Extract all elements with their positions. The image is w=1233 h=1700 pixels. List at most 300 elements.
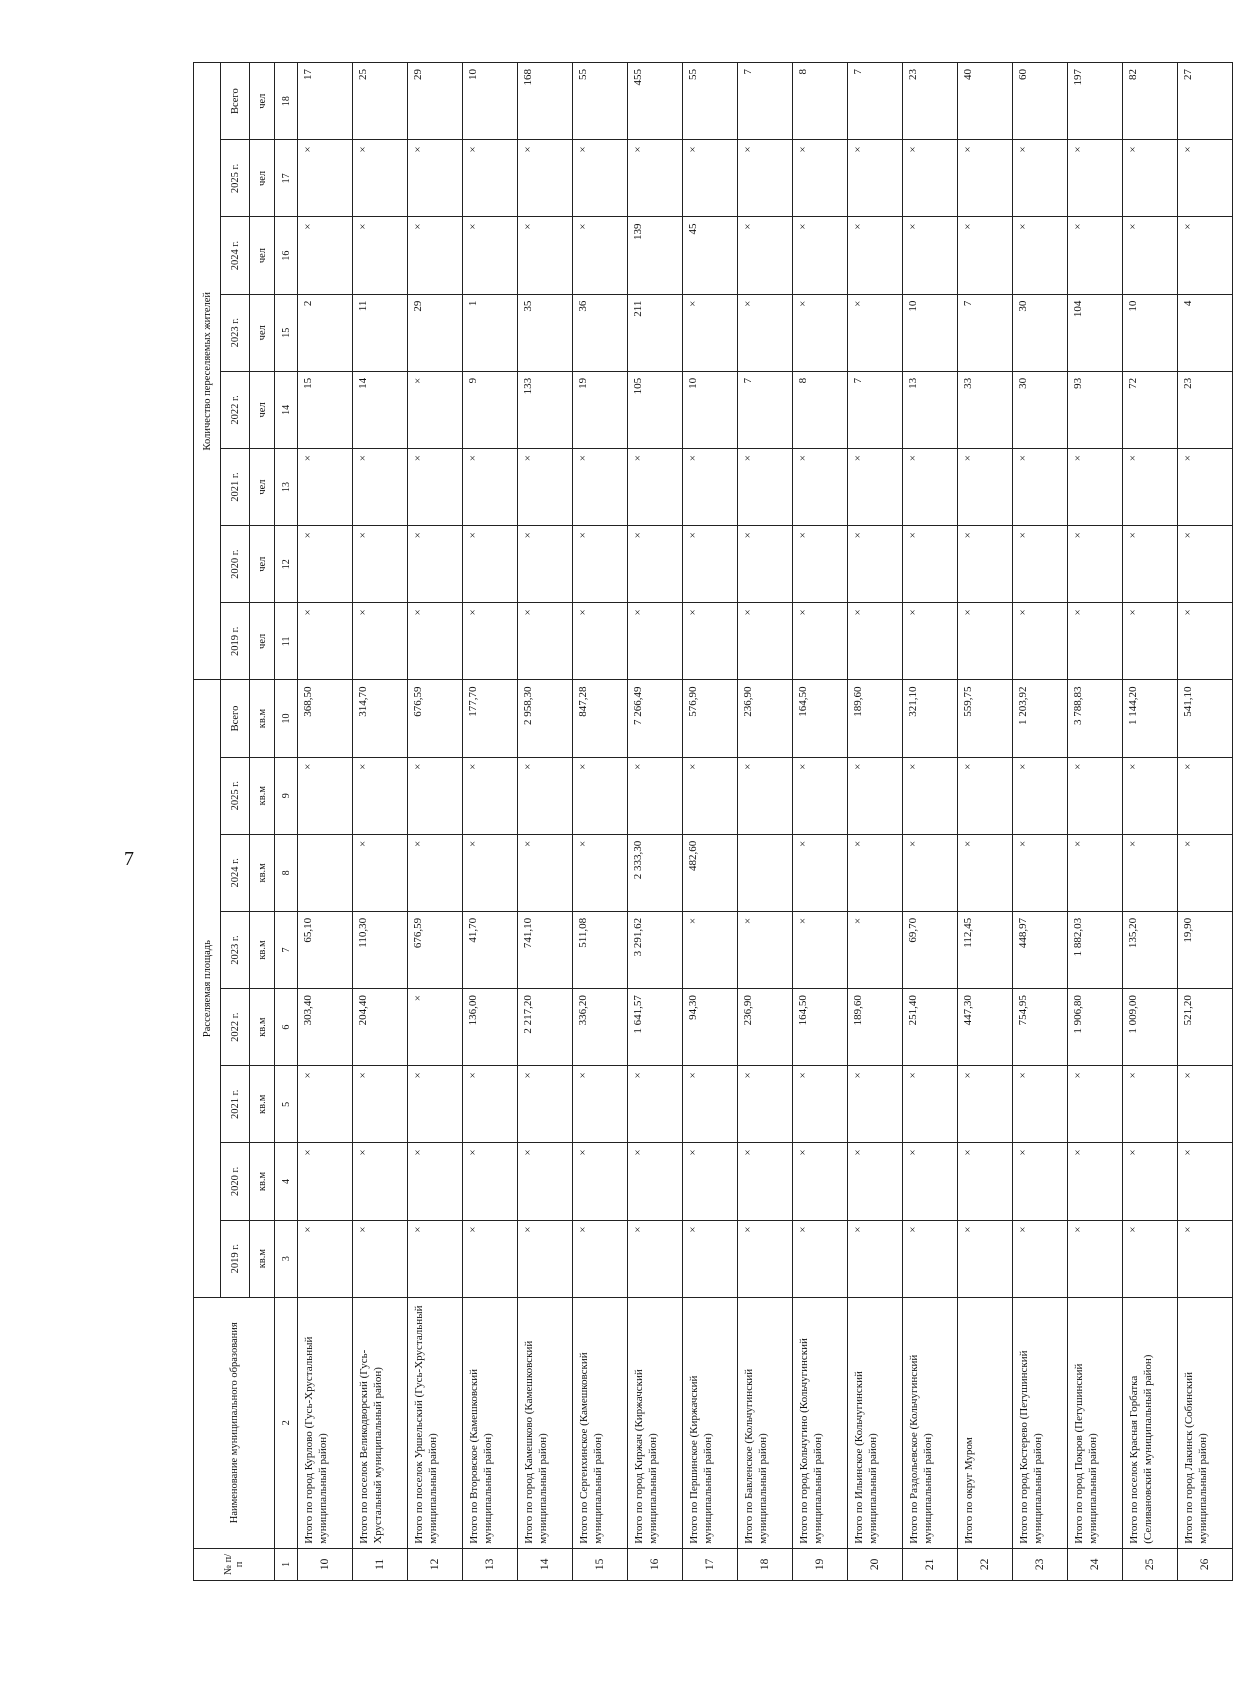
residents-cell: 211: [628, 294, 683, 371]
header-year-area: 2019 г.: [221, 1220, 250, 1297]
residents-cell: ×: [298, 217, 353, 294]
area-cell: ×: [1013, 1143, 1068, 1220]
area-cell: ×: [848, 911, 903, 988]
area-cell: 3 291,62: [628, 911, 683, 988]
municipality-name: Итого по Першинское (Киржачский муниципальный район): [683, 1297, 738, 1548]
residents-cell: 29: [408, 63, 463, 140]
residents-cell: 29: [408, 294, 463, 371]
residents-cell: 40: [958, 63, 1013, 140]
table-row: [573, 63, 628, 1581]
area-cell: ×: [463, 1220, 518, 1297]
area-cell: ×: [463, 757, 518, 834]
residents-cell: ×: [298, 603, 353, 680]
residents-cell: 82: [1123, 63, 1178, 140]
residents-cell: ×: [353, 217, 408, 294]
area-cell: ×: [628, 1143, 683, 1220]
header-year-people: 2024 г.: [221, 217, 250, 294]
area-cell: ×: [1068, 1066, 1123, 1143]
area-cell: 321,10: [903, 680, 958, 757]
residents-cell: ×: [903, 448, 958, 525]
table-row: [463, 63, 518, 1581]
header-unit-area: кв.м: [250, 1143, 275, 1220]
residents-cell: ×: [1123, 603, 1178, 680]
header-unit-area: кв.м: [250, 1220, 275, 1297]
header-unit-area: кв.м: [250, 989, 275, 1066]
residents-cell: 2: [298, 294, 353, 371]
residents-cell: 30: [1013, 294, 1068, 371]
residents-cell: 105: [628, 371, 683, 448]
area-cell: 741,10: [518, 911, 573, 988]
header-year-area: 2024 г.: [221, 834, 250, 911]
residents-cell: ×: [1013, 448, 1068, 525]
area-cell: ×: [793, 1143, 848, 1220]
column-number: 10: [275, 680, 298, 757]
area-cell: ×: [573, 1220, 628, 1297]
residents-cell: ×: [1013, 140, 1068, 217]
area-cell: ×: [518, 834, 573, 911]
area-cell: 236,90: [738, 680, 793, 757]
residents-cell: 7: [738, 63, 793, 140]
header-unit-people: чел: [250, 371, 275, 448]
column-number: 13: [275, 448, 298, 525]
municipality-name: Итого по Сергеихинское (Камешковский муниципальный район): [573, 1297, 628, 1548]
row-number: 12: [408, 1548, 463, 1580]
area-cell: ×: [298, 1143, 353, 1220]
area-cell: ×: [903, 1220, 958, 1297]
residents-cell: ×: [958, 603, 1013, 680]
area-cell: ×: [738, 911, 793, 988]
header-year-area: 2023 г.: [221, 911, 250, 988]
area-cell: 541,10: [1178, 680, 1233, 757]
area-cell: ×: [353, 1066, 408, 1143]
residents-cell: 104: [1068, 294, 1123, 371]
residents-cell: ×: [958, 448, 1013, 525]
area-cell: 1 641,57: [628, 989, 683, 1066]
residents-cell: ×: [628, 140, 683, 217]
header-year-people: 2020 г.: [221, 526, 250, 603]
area-cell: ×: [1013, 757, 1068, 834]
area-cell: 303,40: [298, 989, 353, 1066]
residents-cell: 8: [793, 63, 848, 140]
residents-cell: ×: [738, 217, 793, 294]
residents-cell: ×: [683, 140, 738, 217]
area-cell: ×: [738, 1220, 793, 1297]
residents-cell: ×: [958, 217, 1013, 294]
area-cell: ×: [353, 1143, 408, 1220]
area-cell: ×: [1068, 757, 1123, 834]
residents-cell: ×: [1068, 217, 1123, 294]
column-number: 6: [275, 989, 298, 1066]
area-cell: ×: [793, 757, 848, 834]
header-unit-area: кв.м: [250, 834, 275, 911]
area-cell: ×: [958, 757, 1013, 834]
area-cell: ×: [628, 1220, 683, 1297]
residents-cell: ×: [793, 448, 848, 525]
municipality-name: Итого по город Покров (Петушинский муниципальный район): [1068, 1297, 1123, 1548]
column-number: 8: [275, 834, 298, 911]
area-cell: ×: [903, 834, 958, 911]
area-cell: ×: [518, 1143, 573, 1220]
municipality-name: Итого по город Лакинск (Собинский муниципальный район): [1178, 1297, 1233, 1548]
header-residents-group: Количество переселяемых жителей: [194, 63, 221, 680]
area-cell: 336,20: [573, 989, 628, 1066]
area-cell: ×: [958, 1143, 1013, 1220]
area-cell: 164,50: [793, 680, 848, 757]
residents-cell: 139: [628, 217, 683, 294]
residents-cell: 10: [1123, 294, 1178, 371]
residents-cell: ×: [848, 140, 903, 217]
area-cell: ×: [903, 1066, 958, 1143]
area-cell: 110,30: [353, 911, 408, 988]
residents-cell: 13: [903, 371, 958, 448]
residents-cell: ×: [683, 526, 738, 603]
area-cell: ×: [1123, 1220, 1178, 1297]
row-number: 21: [903, 1548, 958, 1580]
residents-cell: 19: [573, 371, 628, 448]
residents-cell: 33: [958, 371, 1013, 448]
area-cell: ×: [463, 834, 518, 911]
residents-cell: 23: [1178, 371, 1233, 448]
area-cell: ×: [683, 1220, 738, 1297]
table-body: [298, 63, 1233, 1581]
municipality-name: Итого по Второвское (Камешковский муниципальный район): [463, 1297, 518, 1548]
area-cell: ×: [1178, 834, 1233, 911]
residents-cell: ×: [848, 526, 903, 603]
residents-cell: 55: [683, 63, 738, 140]
residents-cell: ×: [518, 448, 573, 525]
area-cell: ×: [353, 757, 408, 834]
area-cell: ×: [848, 1220, 903, 1297]
area-cell: 448,97: [1013, 911, 1068, 988]
municipality-name: Итого по округ Муром: [958, 1297, 1013, 1548]
residents-cell: ×: [518, 140, 573, 217]
residents-cell: ×: [518, 217, 573, 294]
header-year-area: 2020 г.: [221, 1143, 250, 1220]
area-cell: ×: [958, 1220, 1013, 1297]
municipality-name: Итого по Раздольевское (Кольчугинский муниципальный район): [903, 1297, 958, 1548]
residents-cell: ×: [848, 217, 903, 294]
residents-cell: 4: [1178, 294, 1233, 371]
header-unit-people: чел: [250, 140, 275, 217]
residents-cell: ×: [298, 140, 353, 217]
area-cell: 94,30: [683, 989, 738, 1066]
table-row: [793, 63, 848, 1581]
area-cell: ×: [298, 1220, 353, 1297]
residents-cell: ×: [573, 140, 628, 217]
municipality-name: Итого по поселок Уршельский (Гусь-Хрустальный муниципальный район): [408, 1297, 463, 1548]
residents-cell: ×: [628, 603, 683, 680]
area-cell: 368,50: [298, 680, 353, 757]
header-unit-area: кв.м: [250, 911, 275, 988]
header-year-people: 2023 г.: [221, 294, 250, 371]
area-cell: ×: [848, 1066, 903, 1143]
header-no: № п/п: [194, 1548, 275, 1580]
area-cell: ×: [683, 1066, 738, 1143]
row-number: 11: [353, 1548, 408, 1580]
area-cell: ×: [683, 911, 738, 988]
residents-cell: ×: [1178, 603, 1233, 680]
residents-cell: ×: [738, 140, 793, 217]
residents-cell: ×: [793, 603, 848, 680]
area-cell: ×: [683, 1143, 738, 1220]
area-cell: ×: [958, 834, 1013, 911]
area-cell: ×: [463, 1066, 518, 1143]
area-cell: 2 217,20: [518, 989, 573, 1066]
area-cell: ×: [1123, 1143, 1178, 1220]
table-row: [1178, 63, 1233, 1581]
residents-cell: 11: [353, 294, 408, 371]
residents-cell: 93: [1068, 371, 1123, 448]
municipality-name: Итого по город Камешково (Камешковский муниципальный район): [518, 1297, 573, 1548]
residents-cell: ×: [1123, 140, 1178, 217]
residents-cell: 10: [463, 63, 518, 140]
area-cell: ×: [1013, 1220, 1068, 1297]
municipality-name: Итого по поселок Великодворский (Гусь-Хрустальный муниципальный район): [353, 1297, 408, 1548]
area-cell: 1 882,03: [1068, 911, 1123, 988]
residents-cell: ×: [958, 140, 1013, 217]
residents-cell: 25: [353, 63, 408, 140]
residents-cell: ×: [1178, 448, 1233, 525]
municipality-name: Итого по город Кольчугино (Кольчугинский муниципальный район): [793, 1297, 848, 1548]
area-cell: ×: [1178, 757, 1233, 834]
residents-cell: ×: [1068, 448, 1123, 525]
residents-cell: ×: [848, 448, 903, 525]
area-cell: 204,40: [353, 989, 408, 1066]
table-row: [298, 63, 353, 1581]
table-row: [1013, 63, 1068, 1581]
area-cell: ×: [463, 1143, 518, 1220]
residents-cell: ×: [1178, 217, 1233, 294]
area-cell: 3 788,83: [1068, 680, 1123, 757]
area-cell: ×: [518, 1066, 573, 1143]
residents-cell: 23: [903, 63, 958, 140]
area-cell: ×: [518, 1220, 573, 1297]
table-row: [1123, 63, 1178, 1581]
area-cell: ×: [518, 757, 573, 834]
area-cell: ×: [408, 834, 463, 911]
area-cell: 847,28: [573, 680, 628, 757]
residents-cell: ×: [408, 448, 463, 525]
residents-cell: ×: [298, 526, 353, 603]
row-number: 10: [298, 1548, 353, 1580]
column-number: 12: [275, 526, 298, 603]
residents-cell: ×: [1123, 217, 1178, 294]
residents-cell: ×: [1123, 448, 1178, 525]
area-cell: 521,20: [1178, 989, 1233, 1066]
column-number: 9: [275, 757, 298, 834]
header-unit-people: чел: [250, 448, 275, 525]
residents-cell: ×: [1013, 526, 1068, 603]
row-number: 23: [1013, 1548, 1068, 1580]
table-row: [408, 63, 463, 1581]
area-cell: ×: [958, 1066, 1013, 1143]
residents-cell: 7: [738, 371, 793, 448]
area-cell: ×: [793, 834, 848, 911]
row-number: 24: [1068, 1548, 1123, 1580]
residents-cell: ×: [518, 603, 573, 680]
table-row: [683, 63, 738, 1581]
area-cell: ×: [1178, 1220, 1233, 1297]
area-cell: ×: [1068, 834, 1123, 911]
area-cell: ×: [573, 834, 628, 911]
residents-cell: 7: [848, 63, 903, 140]
area-cell: 2 333,30: [628, 834, 683, 911]
residents-cell: ×: [628, 448, 683, 525]
residents-cell: ×: [793, 217, 848, 294]
residents-cell: ×: [903, 603, 958, 680]
column-number: 15: [275, 294, 298, 371]
row-number: 13: [463, 1548, 518, 1580]
area-cell: 41,70: [463, 911, 518, 988]
area-cell: 1 906,80: [1068, 989, 1123, 1066]
residents-cell: ×: [573, 448, 628, 525]
area-cell: ×: [1178, 1066, 1233, 1143]
area-cell: 177,70: [463, 680, 518, 757]
area-cell: 559,75: [958, 680, 1013, 757]
residents-cell: ×: [518, 526, 573, 603]
area-cell: 314,70: [353, 680, 408, 757]
column-number: 7: [275, 911, 298, 988]
area-cell: ×: [1013, 834, 1068, 911]
area-cell: ×: [793, 1066, 848, 1143]
column-numbers-row: [275, 63, 298, 1581]
area-cell: 1 203,92: [1013, 680, 1068, 757]
residents-cell: ×: [463, 526, 518, 603]
residents-cell: ×: [1178, 526, 1233, 603]
residents-cell: ×: [463, 140, 518, 217]
residents-cell: ×: [1013, 217, 1068, 294]
area-cell: 251,40: [903, 989, 958, 1066]
area-cell: ×: [683, 757, 738, 834]
table-row: [518, 63, 573, 1581]
residents-cell: 36: [573, 294, 628, 371]
header-year-area: 2025 г.: [221, 757, 250, 834]
area-cell: ×: [353, 834, 408, 911]
residents-cell: ×: [903, 526, 958, 603]
municipality-name: Итого по город Костерево (Петушинский муниципальный район): [1013, 1297, 1068, 1548]
header-year-people: 2025 г.: [221, 140, 250, 217]
table-row: [353, 63, 408, 1581]
residents-cell: ×: [738, 526, 793, 603]
area-cell: ×: [738, 1143, 793, 1220]
residents-cell: ×: [793, 526, 848, 603]
residents-cell: ×: [683, 448, 738, 525]
area-cell: ×: [408, 989, 463, 1066]
residents-cell: 35: [518, 294, 573, 371]
residents-cell: ×: [573, 603, 628, 680]
area-cell: ×: [353, 1220, 408, 1297]
residents-cell: 133: [518, 371, 573, 448]
area-cell: 112,45: [958, 911, 1013, 988]
header-name: Наименование муниципального образования: [194, 1297, 275, 1548]
residents-cell: 197: [1068, 63, 1123, 140]
area-cell: 65,10: [298, 911, 353, 988]
row-number: 15: [573, 1548, 628, 1580]
area-cell: ×: [848, 834, 903, 911]
residents-cell: ×: [573, 526, 628, 603]
header-year-area: 2022 г.: [221, 989, 250, 1066]
page-number: 7: [124, 848, 134, 870]
area-cell: 236,90: [738, 989, 793, 1066]
row-number: 16: [628, 1548, 683, 1580]
row-number: 17: [683, 1548, 738, 1580]
area-cell: 189,60: [848, 680, 903, 757]
rotated-table-container: [193, 62, 1211, 1581]
row-number: 25: [1123, 1548, 1178, 1580]
header-unit-area: кв.м: [250, 1066, 275, 1143]
residents-cell: ×: [683, 294, 738, 371]
area-cell: 576,90: [683, 680, 738, 757]
residents-cell: 7: [958, 294, 1013, 371]
residents-cell: 17: [298, 63, 353, 140]
header-unit-area: кв.м: [250, 757, 275, 834]
residents-cell: 27: [1178, 63, 1233, 140]
residents-cell: 55: [573, 63, 628, 140]
residents-cell: ×: [958, 526, 1013, 603]
header-unit-area: кв.м: [250, 680, 275, 757]
residents-cell: 455: [628, 63, 683, 140]
area-cell: 135,20: [1123, 911, 1178, 988]
area-cell: ×: [408, 1066, 463, 1143]
residents-cell: ×: [1068, 526, 1123, 603]
municipality-name: Итого по Бавленское (Кольчугинский муниципальный район): [738, 1297, 793, 1548]
residents-cell: ×: [353, 603, 408, 680]
area-cell: ×: [1013, 1066, 1068, 1143]
residents-cell: 9: [463, 371, 518, 448]
header-area-group: Расселяемая площадь: [194, 680, 221, 1297]
area-cell: ×: [408, 757, 463, 834]
residents-cell: ×: [738, 603, 793, 680]
table-row: [738, 63, 793, 1581]
header-year-area: 2021 г.: [221, 1066, 250, 1143]
area-cell: 1 009,00: [1123, 989, 1178, 1066]
row-number: 14: [518, 1548, 573, 1580]
area-cell: [298, 834, 353, 911]
residents-cell: ×: [628, 526, 683, 603]
area-cell: 189,60: [848, 989, 903, 1066]
table-row: [628, 63, 683, 1581]
residents-cell: ×: [573, 217, 628, 294]
area-cell: 482,60: [683, 834, 738, 911]
residents-cell: 8: [793, 371, 848, 448]
area-cell: 447,30: [958, 989, 1013, 1066]
residents-cell: ×: [1068, 603, 1123, 680]
header-year-people: 2021 г.: [221, 448, 250, 525]
residents-cell: ×: [408, 140, 463, 217]
area-cell: 676,59: [408, 911, 463, 988]
row-number: 18: [738, 1548, 793, 1580]
area-cell: ×: [1178, 1143, 1233, 1220]
residents-cell: 15: [298, 371, 353, 448]
row-number: 19: [793, 1548, 848, 1580]
residents-cell: ×: [1123, 526, 1178, 603]
area-cell: 136,00: [463, 989, 518, 1066]
column-number: 17: [275, 140, 298, 217]
area-cell: ×: [1123, 834, 1178, 911]
residents-cell: ×: [793, 294, 848, 371]
area-cell: 7 266,49: [628, 680, 683, 757]
municipality-name: Итого по поселок Красная Горбатка (Селивановский муниципальный район): [1123, 1297, 1178, 1548]
area-cell: ×: [573, 757, 628, 834]
row-number: 22: [958, 1548, 1013, 1580]
residents-cell: 168: [518, 63, 573, 140]
residents-cell: ×: [463, 217, 518, 294]
column-number: 2: [275, 1297, 298, 1548]
residents-cell: 30: [1013, 371, 1068, 448]
residents-cell: ×: [848, 603, 903, 680]
residents-cell: 14: [353, 371, 408, 448]
area-cell: ×: [1123, 757, 1178, 834]
